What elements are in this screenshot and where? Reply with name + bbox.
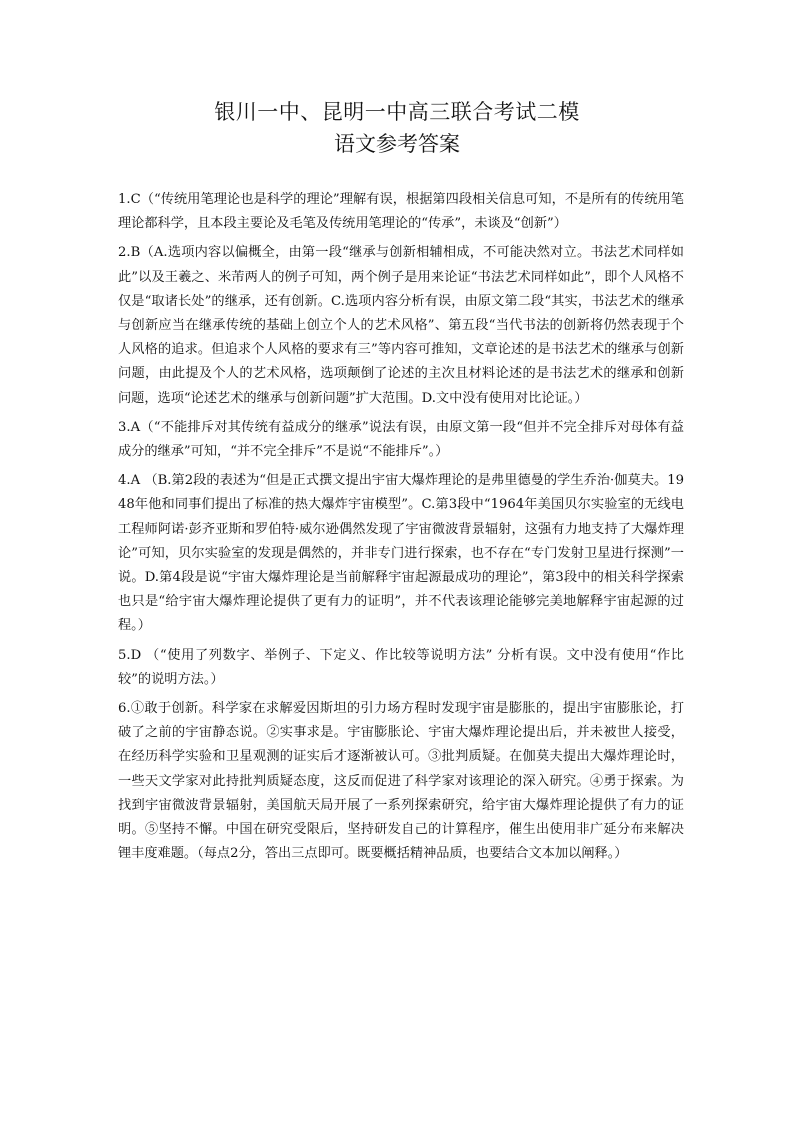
answer-item-5: 5.D （“使用了列数字、举例子、下定义、作比较等说明方法” 分析有误。文中没有使用“作比较”的说明方法。）	[118, 647, 684, 687]
answer-item-4: 4.A （B.第2段的表述为“但是正式撰文提出宇宙大爆炸理论的是弗里德曼的学生乔治·伽莫夫。1948年他和同事们提出了标准的热大爆炸宇宙模型”。C.第3段中“1964年美国贝尔实验室的无线电工程师阿诺·彭齐亚斯和罗伯特·威尔逊偶然发现了宇宙微波背景辐射，这强有力地支持了大爆炸理论”可知，贝尔实验室的发现是偶然的，并非专门进行探索，也不存在“专门发射卫星进行探测”一说。D.第4段是说“宇宙大爆炸理论是当前解释宇宙起源最成功的理论”，第3段中的相关科学探索也只是“给宇宙大爆炸理论提供了更有力的证明”，并不代表该理论能够完美地解释宇宙起源的过程。）	[118, 473, 684, 634]
header	[0, 96, 794, 160]
answer-list	[118, 188, 684, 871]
answer-item-2: 2.B（A.选项内容以偏概全，由第一段“继承与创新相辅相成，不可能决然对立。书法艺术同样如此”以及王羲之、米芾两人的例子可知，两个例子是用来论证“书法艺术同样如此”，即个人风格不仅是“取诸长处”的继承，还有创新。C.选项内容分析有误，由原文第二段“其实，书法艺术的继承与创新应当在继承传统的基础上创立个人的艺术风格”、第五段“当代书法的创新将仍然表现于个人风格的追求。但追求个人风格的要求有三”等内容可推知，文章论述的是书法艺术的继承与创新问题，由此提及个人的艺术风格，选项颠倒了论述的主次且材料论述的是书法艺术的继承和创新问题，选项“论述艺术的继承与创新问题”扩大范围。D.文中没有使用对比论证。）	[118, 245, 684, 406]
page-subtitle: 语文参考答案	[334, 132, 460, 156]
answer-item-1: 1.C（“传统用笔理论也是科学的理论”理解有误，根据第四段相关信息可知，不是所有的传统用笔理论都科学，且本段主要论及毛笔及传统用笔理论的“传承”，未谈及“创新”）	[118, 192, 684, 232]
answer-item-3: 3.A（“不能排斥对其传统有益成分的继承”说法有误，由原文第一段“但并不完全排斥对母体有益成分的继承”可知，“并不完全排斥”不是说“不能排斥”。）	[118, 419, 684, 460]
page-title: 银川一中、昆明一中高三联合考试二模	[214, 100, 580, 124]
answer-item-6: 6.①敢于创新。科学家在求解爱因斯坦的引力场方程时发现宇宙是膨胀的，提出宇宙膨胀论，打破了之前的宇宙静态说。②实事求是。宇宙膨胀论、宇宙大爆炸理论提出后，并未被世人接受，在经历科学实验和卫星观测的证实后才逐渐被认可。③批判质疑。在伽莫夫提出大爆炸理论时，一些天文学家对此持批判质疑态度，这反而促进了科学家对该理论的深入研究。④勇于探索。为找到宇宙微波背景辐射，美国航天局开展了一系列探索研究，给宇宙大爆炸理论提供了有力的证明。⑤坚持不懈。中国在研究受限后，坚持研发自己的计算程序，催生出使用非广延分布来解决锂丰度难题。（每点2分，答出三点即可。既要概括精神品质，也要结合文本加以阐释。）	[118, 701, 684, 862]
